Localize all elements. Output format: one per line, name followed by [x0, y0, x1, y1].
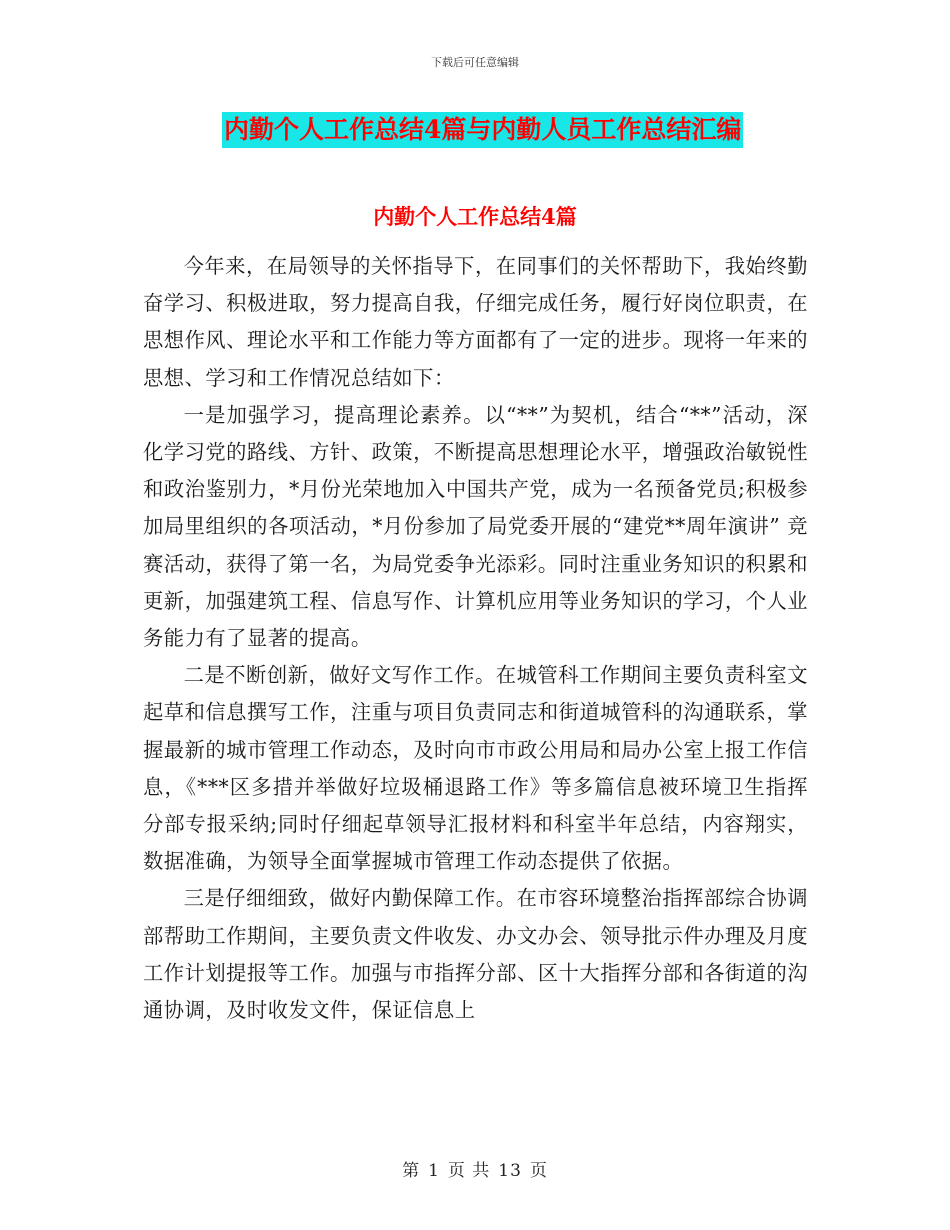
paragraph-writing: 二是不断创新，做好文写作工作。在城管科工作期间主要负责科室文起草和信息撰写工作，注重与项目负责同志和街道城管科的沟通联系，掌握最新的城市管理工作动态，及时向市市政公用局和局办公室上报工作信息，《***区多措并举做好垃圾桶退路工作》等多篇信息被环境卫生指挥分部专报采纳;同时仔细起草领导汇报材料和科室半年总结，内容翔实，数据准确，为领导全面掌握城市管理工作动态提供了依据。	[143, 663, 809, 874]
header-note: 下载后可任意编辑	[431, 56, 519, 69]
footer-total-pages: 13	[498, 1161, 522, 1181]
section-title: 内勤个人工作总结4篇	[373, 204, 577, 229]
footer-suffix: 页	[529, 1161, 548, 1181]
document-title: 内勤个人工作总结4篇与内勤人员工作总结汇编	[222, 112, 743, 148]
paragraph-study: 一是加强学习，提高理论素养。以“**”为契机，结合“**”活动，深化学习党的路线、方针、政策，不断提高思想理论水平，增强政治敏锐性和政治鉴别力，*月份光荣地加入中国共产党，成为一名预备党员;积极参加局里组织的各项活动，*月份参加了局党委开展的“建党**周年演讲” 竞赛活动，获得了第一名，为局党委争光添彩。同时注重业务知识的积累和更新，加强建筑工程、信息写作、计算机应用等业务知识的学习，个人业务能力有了显著的提高。	[143, 402, 809, 651]
page-footer	[0, 1156, 950, 1181]
footer-middle: 页 共	[447, 1161, 491, 1181]
footer-prefix: 第	[402, 1161, 421, 1181]
paragraph-intro: 今年来，在局领导的关怀指导下，在同事们的关怀帮助下，我始终勤奋学习、积极进取，努力提高自我，仔细完成任务，履行好岗位职责，在思想作风、理论水平和工作能力等方面都有了一定的进步。现将一年来的思想、学习和工作情况总结如下：	[143, 254, 809, 390]
paragraph-support: 三是仔细细致，做好内勤保障工作。在市容环境整治指挥部综合协调部帮助工作期间，主要负责文件收发、办文办会、领导批示件办理及月度工作计划提报等工作。加强与市指挥分部、区十大指挥分部和各街道的沟通协调，及时收发文件，保证信息上	[143, 886, 809, 1023]
body-text	[143, 248, 808, 1029]
footer-page-number: 1	[428, 1161, 440, 1181]
